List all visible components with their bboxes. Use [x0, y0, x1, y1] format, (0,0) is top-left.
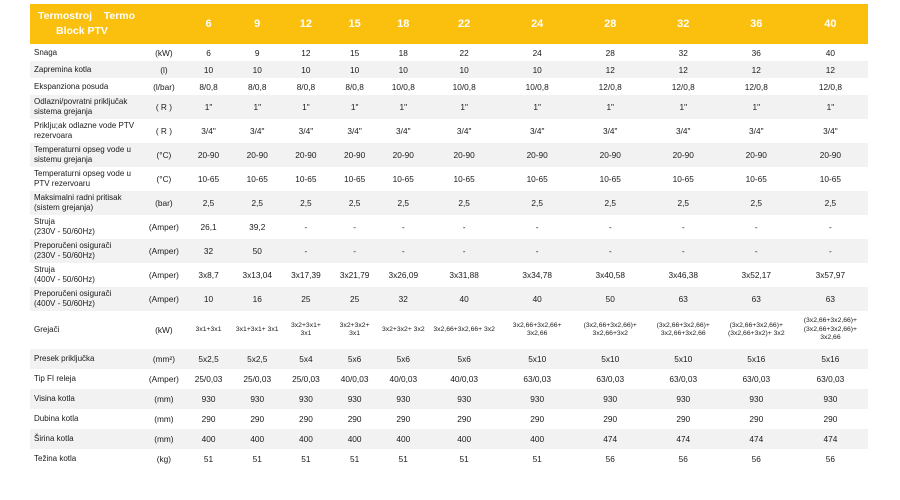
table-row — [30, 61, 868, 78]
value-cell: 3/4" — [647, 119, 720, 143]
table-row — [30, 143, 868, 167]
value-cell: - — [428, 215, 501, 239]
model-header: 22 — [428, 4, 501, 44]
value-cell: 290 — [330, 409, 379, 429]
value-cell: 5x10 — [647, 349, 720, 369]
value-cell: 1" — [379, 95, 428, 119]
value-cell: 20-90 — [233, 143, 282, 167]
row-unit: (Amper) — [144, 263, 185, 287]
row-label: Odlazni/povratni priključak sistema grejanja — [30, 95, 144, 119]
value-cell: 20-90 — [282, 143, 331, 167]
value-cell: 930 — [574, 389, 647, 409]
value-cell: - — [282, 239, 331, 263]
value-cell: 10-65 — [233, 167, 282, 191]
value-cell: 290 — [501, 409, 574, 429]
value-cell: 12/0,8 — [574, 78, 647, 95]
brand-line-2: Block PTV — [56, 25, 108, 37]
value-cell: 290 — [379, 409, 428, 429]
value-cell: 20-90 — [720, 143, 793, 167]
row-unit: (Amper) — [144, 287, 185, 311]
brand-line-1: Termostroj Termo — [38, 10, 136, 22]
model-header: 32 — [647, 4, 720, 44]
row-label: Grejači — [30, 311, 144, 349]
row-label: Temperaturni opseg vode u sistemu grejanja — [30, 143, 144, 167]
value-cell: 1" — [282, 95, 331, 119]
row-unit: (mm) — [144, 429, 185, 449]
value-cell: 2,5 — [720, 191, 793, 215]
value-cell: 12 — [647, 61, 720, 78]
value-cell: 51 — [379, 449, 428, 469]
value-cell: 63 — [720, 287, 793, 311]
value-cell: 290 — [282, 409, 331, 429]
value-cell: 12 — [720, 61, 793, 78]
table-row — [30, 263, 868, 287]
value-cell: 2,5 — [184, 191, 233, 215]
value-cell: 22 — [428, 44, 501, 61]
spec-table-body — [30, 44, 868, 469]
value-cell: 10 — [233, 61, 282, 78]
value-cell: 25/0,03 — [233, 369, 282, 389]
value-cell: 3x52,17 — [720, 263, 793, 287]
value-cell: 15 — [330, 44, 379, 61]
value-cell: 290 — [647, 409, 720, 429]
value-cell: 1" — [233, 95, 282, 119]
value-cell: 3/4" — [379, 119, 428, 143]
value-cell: 930 — [379, 389, 428, 409]
model-header: 28 — [574, 4, 647, 44]
value-cell: - — [647, 215, 720, 239]
value-cell: 2,5 — [647, 191, 720, 215]
value-cell: 63/0,03 — [501, 369, 574, 389]
value-cell: 3/4" — [330, 119, 379, 143]
value-cell: 3/4" — [184, 119, 233, 143]
value-cell: 25/0,03 — [282, 369, 331, 389]
value-cell: 10/0,8 — [428, 78, 501, 95]
row-unit: (mm) — [144, 389, 185, 409]
value-cell: 32 — [647, 44, 720, 61]
value-cell: 1" — [428, 95, 501, 119]
value-cell: 56 — [793, 449, 868, 469]
value-cell: - — [574, 239, 647, 263]
row-unit: (Amper) — [144, 215, 185, 239]
value-cell: 39,2 — [233, 215, 282, 239]
model-header: 40 — [793, 4, 868, 44]
value-cell: - — [501, 215, 574, 239]
value-cell: 3x8,7 — [184, 263, 233, 287]
value-cell: 3x34,78 — [501, 263, 574, 287]
value-cell: 24 — [501, 44, 574, 61]
value-cell: 20-90 — [184, 143, 233, 167]
value-cell: 10 — [501, 61, 574, 78]
value-cell: 56 — [720, 449, 793, 469]
value-cell: 3x2+3x1+ 3x1 — [282, 311, 331, 349]
row-unit: (mm²) — [144, 349, 185, 369]
value-cell: 5x4 — [282, 349, 331, 369]
value-cell: 63 — [793, 287, 868, 311]
value-cell: 10 — [184, 61, 233, 78]
value-cell: 3x57,97 — [793, 263, 868, 287]
row-label: Zapremina kotla — [30, 61, 144, 78]
value-cell: 10-65 — [428, 167, 501, 191]
value-cell: 6 — [184, 44, 233, 61]
value-cell: 474 — [720, 429, 793, 449]
value-cell: 2,5 — [793, 191, 868, 215]
value-cell: 3/4" — [720, 119, 793, 143]
table-row — [30, 369, 868, 389]
value-cell: 930 — [720, 389, 793, 409]
value-cell: - — [720, 215, 793, 239]
value-cell: 10-65 — [379, 167, 428, 191]
value-cell: 20-90 — [647, 143, 720, 167]
value-cell: 5x16 — [793, 349, 868, 369]
value-cell: 3x21,79 — [330, 263, 379, 287]
value-cell: 25/0,03 — [184, 369, 233, 389]
value-cell: 28 — [574, 44, 647, 61]
value-cell: 20-90 — [574, 143, 647, 167]
value-cell: 3x2,66+3x2,66+ 3x2,66 — [501, 311, 574, 349]
value-cell: 50 — [233, 239, 282, 263]
row-label: Dubina kotla — [30, 409, 144, 429]
value-cell: 51 — [184, 449, 233, 469]
value-cell: 5x6 — [428, 349, 501, 369]
table-row — [30, 119, 868, 143]
row-label: Snaga — [30, 44, 144, 61]
row-unit: (Amper) — [144, 239, 185, 263]
value-cell: 930 — [428, 389, 501, 409]
value-cell: 40/0,03 — [379, 369, 428, 389]
value-cell: 2,5 — [330, 191, 379, 215]
value-cell: 290 — [428, 409, 501, 429]
value-cell: 10-65 — [330, 167, 379, 191]
value-cell: 1" — [330, 95, 379, 119]
table-row — [30, 44, 868, 61]
value-cell: 10 — [379, 61, 428, 78]
value-cell: 400 — [501, 429, 574, 449]
value-cell: 474 — [793, 429, 868, 449]
value-cell: - — [501, 239, 574, 263]
table-row — [30, 78, 868, 95]
value-cell: 20-90 — [793, 143, 868, 167]
value-cell: 2,5 — [574, 191, 647, 215]
value-cell: 12 — [574, 61, 647, 78]
value-cell: 56 — [574, 449, 647, 469]
row-label: Struja (230V - 50/60Hz) — [30, 215, 144, 239]
value-cell: 3/4" — [428, 119, 501, 143]
model-header: 36 — [720, 4, 793, 44]
model-header: 15 — [330, 4, 379, 44]
model-header: 9 — [233, 4, 282, 44]
value-cell: 1" — [574, 95, 647, 119]
value-cell: 20-90 — [379, 143, 428, 167]
value-cell: 10-65 — [720, 167, 793, 191]
value-cell: 3x1+3x1 — [184, 311, 233, 349]
table-row — [30, 409, 868, 429]
model-header: 18 — [379, 4, 428, 44]
value-cell: 3/4" — [574, 119, 647, 143]
table-row — [30, 389, 868, 409]
value-cell: 1" — [647, 95, 720, 119]
value-cell: 10/0,8 — [379, 78, 428, 95]
value-cell: 10 — [428, 61, 501, 78]
value-cell: 3x2+3x2+ 3x1 — [330, 311, 379, 349]
value-cell: 400 — [379, 429, 428, 449]
value-cell: 20-90 — [501, 143, 574, 167]
row-unit: (kW) — [144, 311, 185, 349]
value-cell: 12 — [282, 44, 331, 61]
value-cell: 3x40,58 — [574, 263, 647, 287]
value-cell: 25 — [330, 287, 379, 311]
value-cell: 400 — [330, 429, 379, 449]
value-cell: 40/0,03 — [428, 369, 501, 389]
table-row — [30, 191, 868, 215]
value-cell: - — [379, 215, 428, 239]
table-row — [30, 95, 868, 119]
value-cell: 400 — [233, 429, 282, 449]
model-header: 24 — [501, 4, 574, 44]
value-cell: 1" — [793, 95, 868, 119]
value-cell: 930 — [330, 389, 379, 409]
row-label: Presek priključka — [30, 349, 144, 369]
row-unit: (°C) — [144, 143, 185, 167]
row-label: Struja (400V - 50/60Hz) — [30, 263, 144, 287]
table-row — [30, 311, 868, 349]
value-cell: 290 — [720, 409, 793, 429]
table-row — [30, 215, 868, 239]
brand-title — [30, 4, 184, 44]
table-row — [30, 239, 868, 263]
value-cell: 56 — [647, 449, 720, 469]
value-cell: 26,1 — [184, 215, 233, 239]
value-cell: 32 — [184, 239, 233, 263]
value-cell: 63/0,03 — [647, 369, 720, 389]
row-label: Ekspanziona posuda — [30, 78, 144, 95]
value-cell: - — [647, 239, 720, 263]
value-cell: 10-65 — [501, 167, 574, 191]
value-cell: 10-65 — [574, 167, 647, 191]
table-row — [30, 167, 868, 191]
table-row — [30, 349, 868, 369]
row-label: Temperaturni opseg vode u PTV rezervoaru — [30, 167, 144, 191]
value-cell: 5x6 — [379, 349, 428, 369]
row-unit: (Amper) — [144, 369, 185, 389]
value-cell: 1" — [720, 95, 793, 119]
value-cell: 1" — [184, 95, 233, 119]
row-unit: (l/bar) — [144, 78, 185, 95]
value-cell: 10 — [184, 287, 233, 311]
value-cell: 3x2+3x2+ 3x2 — [379, 311, 428, 349]
value-cell: 36 — [720, 44, 793, 61]
value-cell: 3x17,39 — [282, 263, 331, 287]
value-cell: 10-65 — [282, 167, 331, 191]
value-cell: 400 — [282, 429, 331, 449]
value-cell: 5x6 — [330, 349, 379, 369]
row-label: Težina kotla — [30, 449, 144, 469]
value-cell: 290 — [574, 409, 647, 429]
value-cell: 5x2,5 — [184, 349, 233, 369]
value-cell: 8/0,8 — [282, 78, 331, 95]
value-cell: 474 — [574, 429, 647, 449]
value-cell: 40/0,03 — [330, 369, 379, 389]
value-cell: 40 — [793, 44, 868, 61]
value-cell: 50 — [574, 287, 647, 311]
value-cell: 3/4" — [282, 119, 331, 143]
value-cell: - — [282, 215, 331, 239]
value-cell: 290 — [184, 409, 233, 429]
table-row — [30, 287, 868, 311]
model-header: 12 — [282, 4, 331, 44]
value-cell: 10/0,8 — [501, 78, 574, 95]
row-unit: (°C) — [144, 167, 185, 191]
value-cell: 63/0,03 — [574, 369, 647, 389]
value-cell: 8/0,8 — [330, 78, 379, 95]
value-cell: 18 — [379, 44, 428, 61]
value-cell: (3x2,66+3x2,66)+ (3x2,66+3x2)+ 3x2 — [720, 311, 793, 349]
value-cell: 10-65 — [793, 167, 868, 191]
value-cell: 3x26,09 — [379, 263, 428, 287]
value-cell: 5x16 — [720, 349, 793, 369]
value-cell: 2,5 — [282, 191, 331, 215]
value-cell: 16 — [233, 287, 282, 311]
value-cell: 20-90 — [330, 143, 379, 167]
value-cell: 2,5 — [379, 191, 428, 215]
value-cell: - — [428, 239, 501, 263]
value-cell: (3x2,66+3x2,66)+ 3x2,66+3x2,66 — [647, 311, 720, 349]
value-cell: - — [793, 215, 868, 239]
row-label: Maksimalni radni pritisak (sistem grejanja) — [30, 191, 144, 215]
value-cell: - — [330, 239, 379, 263]
table-row — [30, 429, 868, 449]
row-label: Širina kotla — [30, 429, 144, 449]
value-cell: - — [574, 215, 647, 239]
row-unit: (kg) — [144, 449, 185, 469]
value-cell: 5x10 — [501, 349, 574, 369]
value-cell: (3x2,66+3x2,66)+ (3x2,66+3x2,66)+ 3x2,66 — [793, 311, 868, 349]
value-cell: - — [793, 239, 868, 263]
value-cell: 3x2,66+3x2,66+ 3x2 — [428, 311, 501, 349]
value-cell: 10 — [282, 61, 331, 78]
row-unit: ( R ) — [144, 119, 185, 143]
row-label: Preporučeni osigurači (230V - 50/60Hz) — [30, 239, 144, 263]
value-cell: 25 — [282, 287, 331, 311]
value-cell: 3/4" — [233, 119, 282, 143]
value-cell: 40 — [428, 287, 501, 311]
spec-table — [30, 4, 868, 469]
row-label: Priklju;ak odlazne vode PTV rezervoara — [30, 119, 144, 143]
row-label: Preporučeni osigurači (400V - 50/60Hz) — [30, 287, 144, 311]
row-unit: ( R ) — [144, 95, 185, 119]
value-cell: 930 — [501, 389, 574, 409]
row-label: Tip FI releja — [30, 369, 144, 389]
value-cell: 3x13,04 — [233, 263, 282, 287]
value-cell: 40 — [501, 287, 574, 311]
value-cell: 3x46,38 — [647, 263, 720, 287]
value-cell: 63/0,03 — [720, 369, 793, 389]
header-row — [30, 4, 868, 44]
table-row — [30, 449, 868, 469]
value-cell: 930 — [282, 389, 331, 409]
value-cell: 51 — [233, 449, 282, 469]
value-cell: 474 — [647, 429, 720, 449]
value-cell: 930 — [793, 389, 868, 409]
value-cell: 10-65 — [184, 167, 233, 191]
value-cell: 63 — [647, 287, 720, 311]
value-cell: 400 — [184, 429, 233, 449]
value-cell: 1" — [501, 95, 574, 119]
value-cell: 2,5 — [501, 191, 574, 215]
value-cell: 3/4" — [501, 119, 574, 143]
spec-table-container — [30, 4, 868, 469]
value-cell: 2,5 — [428, 191, 501, 215]
value-cell: - — [379, 239, 428, 263]
value-cell: 51 — [330, 449, 379, 469]
value-cell: 10 — [330, 61, 379, 78]
value-cell: 8/0,8 — [233, 78, 282, 95]
value-cell: 12/0,8 — [720, 78, 793, 95]
value-cell: 32 — [379, 287, 428, 311]
value-cell: 20-90 — [428, 143, 501, 167]
value-cell: 8/0,8 — [184, 78, 233, 95]
value-cell: 10-65 — [647, 167, 720, 191]
row-unit: (bar) — [144, 191, 185, 215]
row-label: Visina kotla — [30, 389, 144, 409]
value-cell: 5x10 — [574, 349, 647, 369]
row-unit: (kW) — [144, 44, 185, 61]
value-cell: 63/0,03 — [793, 369, 868, 389]
value-cell: 2,5 — [233, 191, 282, 215]
value-cell: 12/0,8 — [793, 78, 868, 95]
value-cell: 3x31,88 — [428, 263, 501, 287]
value-cell: 290 — [793, 409, 868, 429]
value-cell: 12 — [793, 61, 868, 78]
value-cell: 3/4" — [793, 119, 868, 143]
value-cell: - — [720, 239, 793, 263]
value-cell: 290 — [233, 409, 282, 429]
value-cell: - — [330, 215, 379, 239]
row-unit: (l) — [144, 61, 185, 78]
value-cell: 930 — [647, 389, 720, 409]
value-cell: 51 — [501, 449, 574, 469]
value-cell: 51 — [428, 449, 501, 469]
value-cell: 51 — [282, 449, 331, 469]
value-cell: 3x1+3x1+ 3x1 — [233, 311, 282, 349]
value-cell: 930 — [184, 389, 233, 409]
value-cell: 400 — [428, 429, 501, 449]
row-unit: (mm) — [144, 409, 185, 429]
value-cell: 9 — [233, 44, 282, 61]
value-cell: 930 — [233, 389, 282, 409]
model-header: 6 — [184, 4, 233, 44]
value-cell: 12/0,8 — [647, 78, 720, 95]
value-cell: (3x2,66+3x2,66)+ 3x2,66+3x2 — [574, 311, 647, 349]
value-cell: 5x2,5 — [233, 349, 282, 369]
